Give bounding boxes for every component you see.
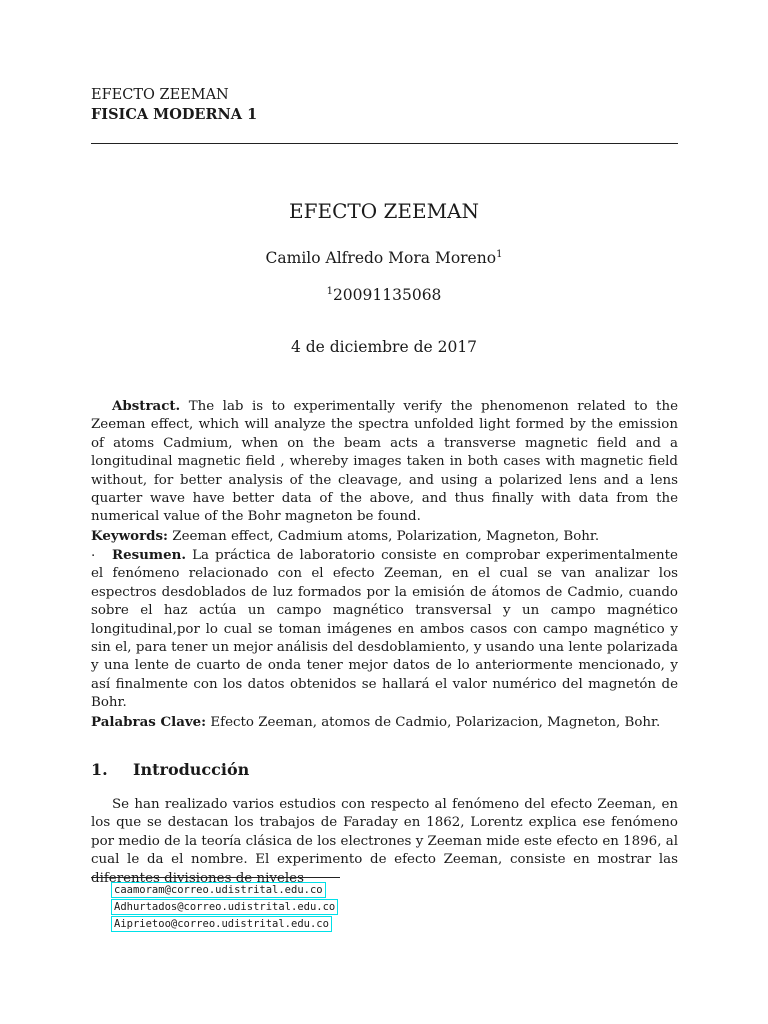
affiliation-mark: 1 (326, 286, 333, 297)
keywords-text: Zeeman effect, Cadmium atoms, Polarization, Magneton, Bohr. (172, 528, 600, 544)
resumen-text: La práctica de laboratorio consiste en comprobar experimentalmente el fenómeno relacionado con el efecto Zeeman, en el cual se van analizar los espectros desdoblados de luz formados por la emisión de átomos de Cadmio, cuando sobre el haz actúa un campo magnético transversal y un campo magnético longitudinal,por lo cual se toman imágenes en ambos casos con campo magnético y sin el, para tener un mejor análisis del desdoblamiento, y usando una lente polarizada y una lente de cuarto de onda tener mejor datos de lo anteriormente mencionado, y así finalmente con los datos obtenidos se hallará el valor numérico del magnetón de Bohr. (91, 548, 678, 711)
email-link-3[interactable]: Aiprietoo@correo.udistrital.edu.co (111, 916, 332, 932)
affiliation-line (0, 286, 768, 304)
resumen-paragraph (91, 546, 678, 713)
keywords-label: Keywords: (91, 527, 169, 544)
introduccion-paragraph: Se han realizado varios estudios con respecto al fenómeno del efecto Zeeman, en los que se destacan los trabajos de Faraday en 1862, Lorentz explica ese fenómeno por medio de la teoría clásica de los electrones y Zeeman mide este efecto en 1896, al cual le da el nombre. El experimento de efecto Zeeman, consiste en mostrar las diferentes divisiones de niveles (91, 797, 678, 886)
palabras-clave-line (91, 713, 678, 732)
abstract-label: Abstract. (112, 398, 181, 414)
author-line (0, 249, 768, 267)
resumen-label: Resumen. (112, 547, 187, 563)
author-mark: 1 (496, 249, 503, 260)
separator-dot: . (91, 545, 96, 561)
introduccion-body (91, 796, 678, 888)
running-header-title: EFECTO ZEEMAN (91, 87, 229, 103)
author-name: Camilo Alfredo Mora Moreno (265, 249, 497, 267)
section-number: 1. (91, 760, 108, 779)
running-header-course: FISICA MODERNA 1 (91, 106, 258, 123)
affiliation-code: 20091135068 (332, 286, 442, 304)
footnote-emails (111, 881, 338, 933)
footnote-rule (91, 877, 340, 878)
abstract-text: The lab is to experimentally verify the phenomenon related to the Zeeman effect, which will analyze the spectra unfolded light formed by the emission of atoms Cadmium, when on the beam acts a transverse magnetic field and a longitudinal magnetic field , whereby images taken in both cases with magnetic field without, for better analysis of the cleavage, and using a polarized lens and a lens quarter wave have better data of the above, and thus finally with data from the numerical value of the Bohr magneton be found. (91, 399, 678, 525)
palabras-clave-text: Efecto Zeeman, atomos de Cadmio, Polarizacion, Magneton, Bohr. (210, 714, 661, 730)
email-link-1[interactable]: caamoram@correo.udistrital.edu.co (111, 882, 326, 898)
abstract-paragraph (91, 397, 678, 527)
running-header (91, 86, 257, 124)
section-heading-introduccion (91, 760, 249, 779)
resumen-block (91, 546, 678, 732)
paper-date: 4 de diciembre de 2017 (290, 338, 478, 356)
abstract-block (91, 397, 678, 560)
email-link-2[interactable]: Adhurtados@correo.udistrital.edu.co (111, 899, 338, 915)
header-rule (91, 143, 678, 144)
keywords-line (91, 527, 678, 546)
palabras-clave-label: Palabras Clave: (91, 713, 207, 730)
paper-title: EFECTO ZEEMAN (289, 199, 479, 223)
section-title: Introducción (133, 760, 250, 779)
